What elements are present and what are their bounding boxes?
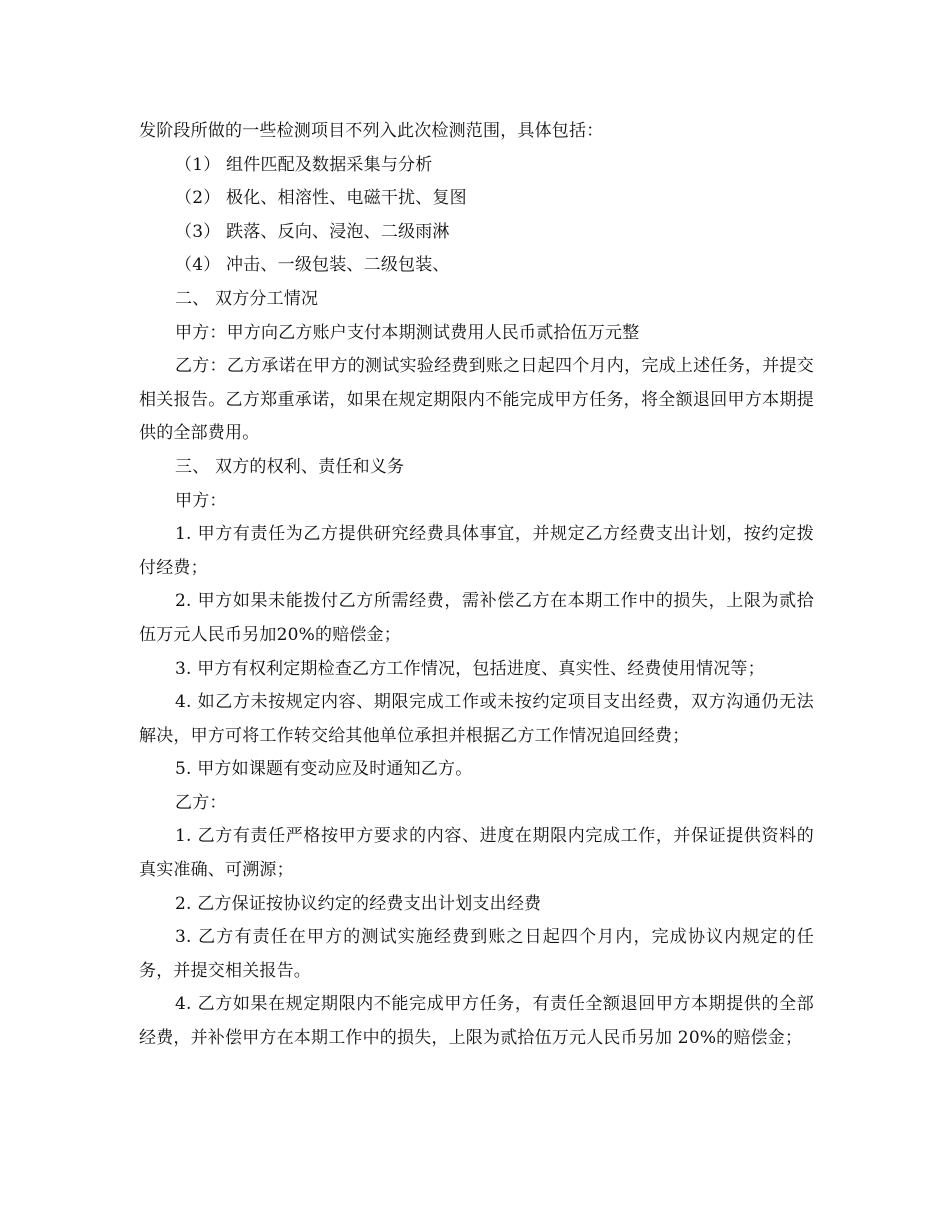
document-body bbox=[139, 115, 814, 1056]
party-b-clause-1: 1. 乙方有责任严格按甲方要求的内容、进度在期限内完成工作，并保证提供资料的真实准确、可溯源； bbox=[139, 826, 814, 881]
list-item-2: （2） 极化、相溶性、电磁干扰、复图 bbox=[175, 188, 467, 209]
section-heading-2: 二、 双方分工情况 bbox=[175, 288, 319, 309]
party-b-division: 乙方：乙方承诺在甲方的测试实验经费到账之日起四个月内，完成上述任务，并提交相关报告。乙方郑重承诺，如果在规定期限内不能完成甲方任务，将全额退回甲方本期提供的全部费用。 bbox=[139, 356, 814, 444]
party-a-clause-4: 4. 如乙方未按规定内容、期限完成工作或未按约定项目支出经费，双方沟通仍无法解决，甲方可将工作转交给其他单位承担并根据乙方工作情况追回经费； bbox=[139, 692, 814, 746]
paragraph-intro: 发阶段所做的一些检测项目不列入此次检测范围，具体包括： bbox=[139, 121, 604, 141]
section-heading-3: 三、 双方的权利、责任和义务 bbox=[175, 456, 405, 477]
party-a-clause-1: 1. 甲方有责任为乙方提供研究经费具体事宜，并规定乙方经费支出计划，按约定拨付经费； bbox=[139, 524, 814, 578]
list-item-1: （1） 组件匹配及数据采集与分析 bbox=[175, 154, 433, 175]
party-a-division: 甲方：甲方向乙方账户支付本期测试费用人民币贰拾伍万元整 bbox=[175, 322, 640, 343]
list-item-3: （3） 跌落、反向、浸泡、二级雨淋 bbox=[175, 221, 450, 242]
party-a-clause-2: 2. 甲方如果未能拨付乙方所需经费，需补偿乙方在本期工作中的损失，上限为贰拾伍万元人民币另加20%的赔偿金； bbox=[139, 591, 814, 645]
party-b-label: 乙方： bbox=[175, 792, 227, 813]
party-b-clause-2: 2. 乙方保证按协议约定的经费支出计划支出经费 bbox=[175, 893, 542, 914]
party-a-clause-3: 3. 甲方有权利定期检查乙方工作情况，包括进度、真实性、经费使用情况等； bbox=[175, 658, 765, 679]
party-b-clause-3: 3. 乙方有责任在甲方的测试实施经费到账之日起四个月内，完成协议内规定的任务，并提交相关报告。 bbox=[139, 927, 814, 981]
party-a-clause-5: 5. 甲方如课题有变动应及时通知乙方。 bbox=[175, 759, 473, 780]
party-a-label: 甲方： bbox=[175, 490, 227, 511]
party-b-clause-4: 4. 乙方如果在规定期限内不能完成甲方任务，有责任全额退回甲方本期提供的全部经费，并补偿甲方在本期工作中的损失，上限为贰拾伍万元人民币另加 20%的赔偿金； bbox=[139, 994, 814, 1049]
list-item-4: （4） 冲击、一级包装、二级包装、 bbox=[175, 255, 450, 276]
